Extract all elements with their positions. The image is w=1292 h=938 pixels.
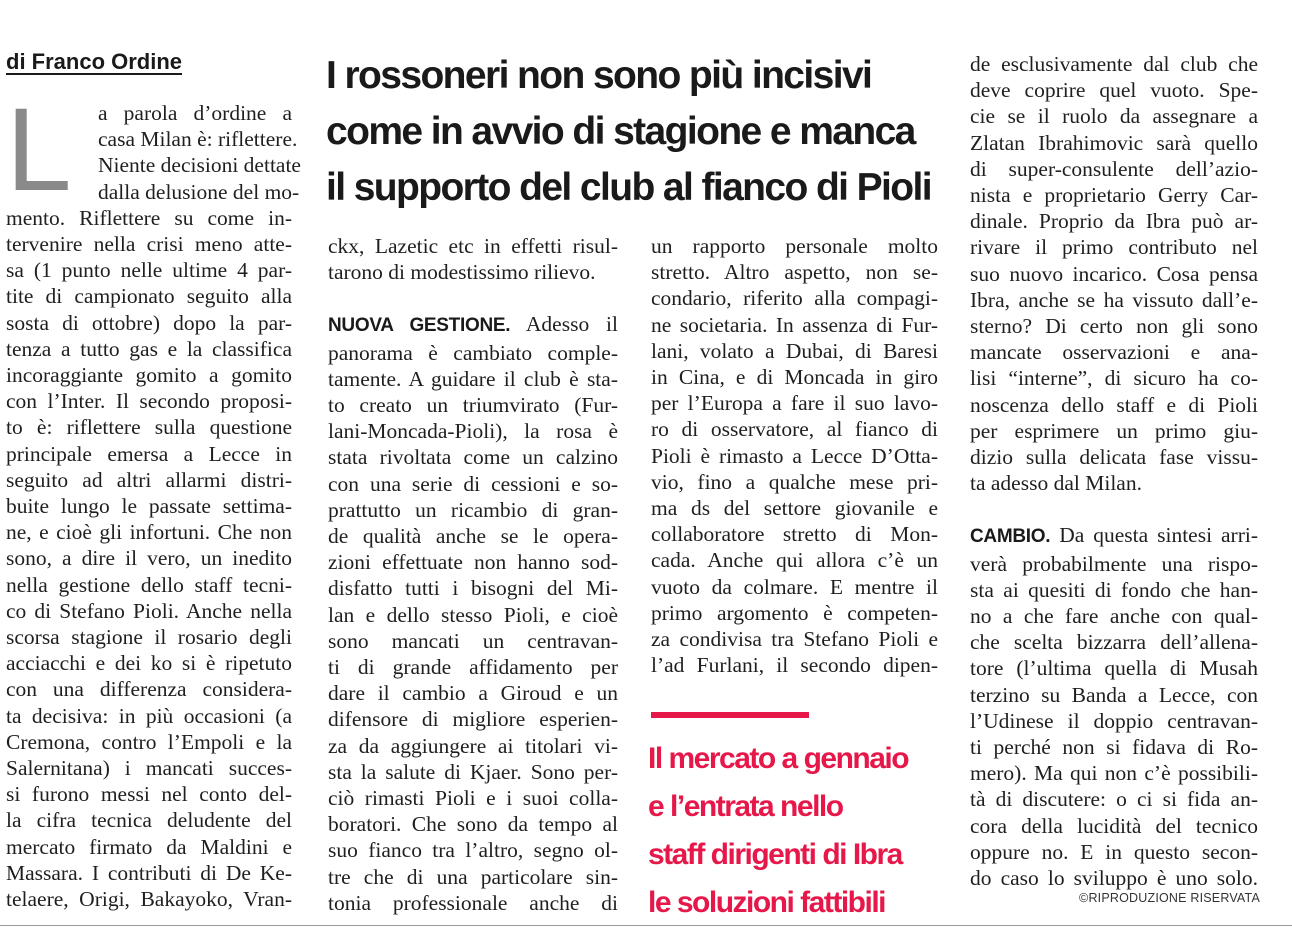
text-line: seguito ad altri allarmi distri-: [6, 467, 292, 492]
text-line: a parola d’ordine a: [98, 101, 292, 125]
text-line: mero). Ma qui non c’è possibili-: [970, 761, 1258, 786]
pullquote-line: Il mercato a gennaio: [648, 742, 909, 775]
text-line: per l’Europa a fare il suo lavo-: [651, 391, 938, 416]
text-line: Massara. I contributi di De Ke-: [6, 860, 292, 885]
pullquote-line: le soluzioni fattibili: [648, 886, 885, 919]
text-line: suo nuovo incarico. Cosa pensa: [970, 261, 1258, 286]
text-line: tamente. A guidare il club è sta-: [328, 366, 618, 391]
text-line: ta decisiva: in più occasioni (a: [6, 703, 292, 728]
text-line: tervenire nella crisi meno atte-: [6, 232, 292, 257]
text-line: mercato firmato da Maldini e: [6, 834, 292, 859]
text-line: za da aggiungere ai titolari vi-: [328, 733, 618, 758]
headline-line: come in avvio di stagione e manca: [326, 110, 915, 153]
text-line: incoraggiante gomito a gomito: [6, 363, 292, 388]
text-line: si furono messi nel conto del-: [6, 782, 292, 807]
text-line: sta la salute di Kjaer. Sono per-: [328, 759, 618, 784]
text-line: boratori. Che sono da tempo al: [328, 812, 618, 837]
text-line: Cremona, contro l’Empoli e la: [6, 729, 292, 754]
text-line: che scelta bizzarra dell’allena-: [970, 630, 1258, 655]
text-line: tenza a tutto gas e la classifica: [6, 336, 292, 361]
text-line: deve coprire quel vuoto. Spe-: [970, 78, 1258, 103]
text-line: sosta di ottobre) dopo la par-: [6, 310, 292, 335]
text-line: sterno? Di certo non gli sono: [970, 314, 1258, 339]
text-line: tite di campionato seguito alla: [6, 284, 292, 309]
subhead-line: [970, 522, 1258, 550]
text-line: lan e dello stesso Pioli, e cioè: [328, 602, 618, 627]
text-line: mento. Riflettere su come in-: [6, 205, 292, 230]
text-line: casa Milan è: riflettere.: [98, 127, 298, 152]
text-line: ti di grande affidamento per: [328, 655, 618, 680]
byline: di Franco Ordine: [6, 49, 183, 74]
text-line: buite lungo le passate settima-: [6, 494, 292, 519]
text-line: lisi “interne”, di sicuro ha co-: [970, 366, 1258, 391]
text-line: disfatto tutti i bisogni del Mi-: [328, 576, 618, 601]
text-line: dare il cambio a Giroud e un: [328, 681, 618, 706]
text-line: panorama è cambiato comple-: [328, 340, 618, 365]
text-line: primo argomento è competen-: [651, 600, 938, 625]
text-line: tore (l’ultima quella di Musah: [970, 656, 1258, 681]
text-line: vio, fino a qualche mese pri-: [651, 469, 938, 494]
text-line: to è: riflettere sulla questione: [6, 415, 292, 440]
text-line: terzino su Banda a Lecce, con: [970, 682, 1258, 707]
text-line: difensore di migliore esperien-: [328, 707, 618, 732]
text-line: ne societaria. In assenza di Fur-: [651, 312, 938, 337]
text-line: cora della lucidità del tecnico: [970, 813, 1258, 838]
text-line: l’Udinese il doppio centravan-: [970, 708, 1258, 733]
text-line: dizio sulla delicata fase vissu-: [970, 445, 1258, 470]
text-line: lani-Moncada-Pioli), la rosa è: [328, 419, 618, 444]
text-line: dinale. Proprio da Ibra può ar-: [970, 209, 1258, 234]
text-line: condario, riferito alla compagi-: [651, 286, 938, 311]
text-line: ma ds del settore giovanile e: [651, 496, 938, 521]
text-line: nista e proprietario Gerry Car-: [970, 183, 1258, 208]
subhead-line: [328, 311, 618, 339]
headline-line: I rossoneri non sono più incisivi: [326, 54, 872, 97]
text-line: con una differenza considera-: [6, 677, 292, 702]
text-line: l’ad Furlani, il secondo dipen-: [651, 653, 938, 678]
text-line: stretto. Altro aspetto, non se-: [651, 260, 938, 285]
column-2: [328, 233, 618, 916]
text-line: ro di osservatore, al fianco di: [651, 417, 938, 442]
subhead-lead-text: Da questa sintesi arri-: [1059, 523, 1259, 548]
text-line: suo fianco tra l’altro, segno ol-: [328, 838, 618, 863]
text-line: telaere, Origi, Bakayoko, Vran-: [6, 887, 292, 912]
text-line: mancate osservazioni e ana-: [970, 340, 1258, 365]
text-line: za condivisa tra Stefano Pioli e: [651, 627, 938, 652]
text-line: tarono di modestissimo rilievo.: [328, 260, 596, 285]
text-line: Niente decisioni dettate: [98, 153, 301, 178]
text-line: collaboratore stretto di Mon-: [651, 522, 938, 547]
text-line: to creato un triumvirato (Fur-: [328, 393, 618, 418]
text-line: zioni effettuate non hanno sod-: [328, 550, 618, 575]
text-line: oppure no. E in questo secon-: [970, 839, 1258, 864]
text-line: de qualità anche se le opera-: [328, 524, 618, 549]
text-line: la cifra tecnica deludente del: [6, 808, 292, 833]
text-line: do caso lo sviluppo è uno solo.: [970, 866, 1258, 891]
text-line: cie se il ruolo da assegnare a: [970, 104, 1258, 129]
text-line: acciacchi e dei ko si è ripetuto: [6, 651, 292, 676]
text-line: ciò rimasti Pioli e i suoi colla-: [328, 786, 618, 811]
text-line: con l’Inter. Il secondo proposi-: [6, 389, 292, 414]
pullquote: [648, 735, 948, 927]
text-line: prattutto un ricambio di gran-: [328, 497, 618, 522]
text-line: rivare il primo contributo nel: [970, 235, 1258, 260]
text-line: ckx, Lazetic etc in effetti risul-: [328, 234, 618, 258]
pullquote-line: e l’entrata nello: [648, 790, 843, 823]
text-line: con una serie di cessioni e so-: [328, 471, 618, 496]
bottom-rule: [0, 925, 1292, 926]
text-line: in Cina, e di Moncada in giro: [651, 365, 938, 390]
subhead-cambio: CAMBIO.: [970, 526, 1051, 548]
text-line: sono, a dire il vero, un inedito: [6, 546, 292, 571]
text-line: vuoto da colmare. E mentre il: [651, 574, 938, 599]
text-line: sono mancati un centravan-: [328, 628, 618, 653]
text-line: Pioli è rimasto a Lecce D’Otta-: [651, 443, 938, 468]
text-line: Zlatan Ibrahimovic sarà quello: [970, 130, 1258, 155]
copyright-notice: ©RIPRODUZIONE RISERVATA: [1079, 891, 1260, 905]
column-1: [6, 84, 301, 912]
text-line: di super-consulente dell’azio-: [970, 156, 1258, 181]
text-line: Ibra, anche se ha vissuto dall’e-: [970, 287, 1258, 312]
text-line: tre che di una particolare sin-: [328, 864, 618, 889]
text-line: un rapporto personale molto: [651, 234, 938, 258]
text-line: ta adesso dal Milan.: [970, 471, 1142, 496]
headline: [326, 48, 946, 216]
text-line: cada. Anche qui allora c’è un: [651, 548, 938, 573]
text-line: nella gestione dello staff tecni-: [6, 572, 292, 597]
text-line: dalla delusione del mo-: [98, 179, 300, 204]
text-line: verà probabilmente una rispo-: [970, 551, 1258, 576]
text-line: ti perché non si fidava di Ro-: [970, 735, 1258, 760]
pullquote-rule: [651, 712, 809, 718]
subhead-nuova-gestione: NUOVA GESTIONE.: [328, 315, 511, 337]
pullquote-line: staff dirigenti di Ibra: [648, 838, 902, 871]
text-line: sa (1 punto nelle ultime 4 par-: [6, 258, 292, 283]
text-line: per esprimere un primo giu-: [970, 418, 1258, 443]
text-line: scorsa stagione il rosario degli: [6, 625, 292, 650]
text-line: tonia professionale anche di: [328, 890, 618, 915]
subhead-lead-text: Adesso il: [525, 312, 618, 337]
text-line: sta ai quesiti di fondo che han-: [970, 577, 1258, 602]
text-line: Salernitana) i mancati succes-: [6, 756, 292, 781]
drop-cap: L: [6, 84, 72, 216]
text-line: noscenza dello staff e di Pioli: [970, 392, 1258, 417]
column-4: [970, 51, 1258, 891]
text-line: co di Stefano Pioli. Anche nella: [6, 598, 292, 623]
column-3: [651, 233, 938, 678]
text-line: no a che fare anche con qual-: [970, 604, 1258, 629]
text-line: de esclusivamente dal club che: [970, 52, 1258, 76]
text-line: lani, volato a Dubai, di Baresi: [651, 338, 938, 363]
text-line: tà di discutere: o ci si fida an-: [970, 787, 1258, 812]
text-line: ne, e cioè gli infortuni. Che non: [6, 520, 292, 545]
headline-line: il supporto del club al fianco di Pioli: [326, 166, 931, 209]
text-line: stata rivoltata come un calzino: [328, 445, 618, 470]
text-line: principale emersa a Lecce in: [6, 441, 292, 466]
